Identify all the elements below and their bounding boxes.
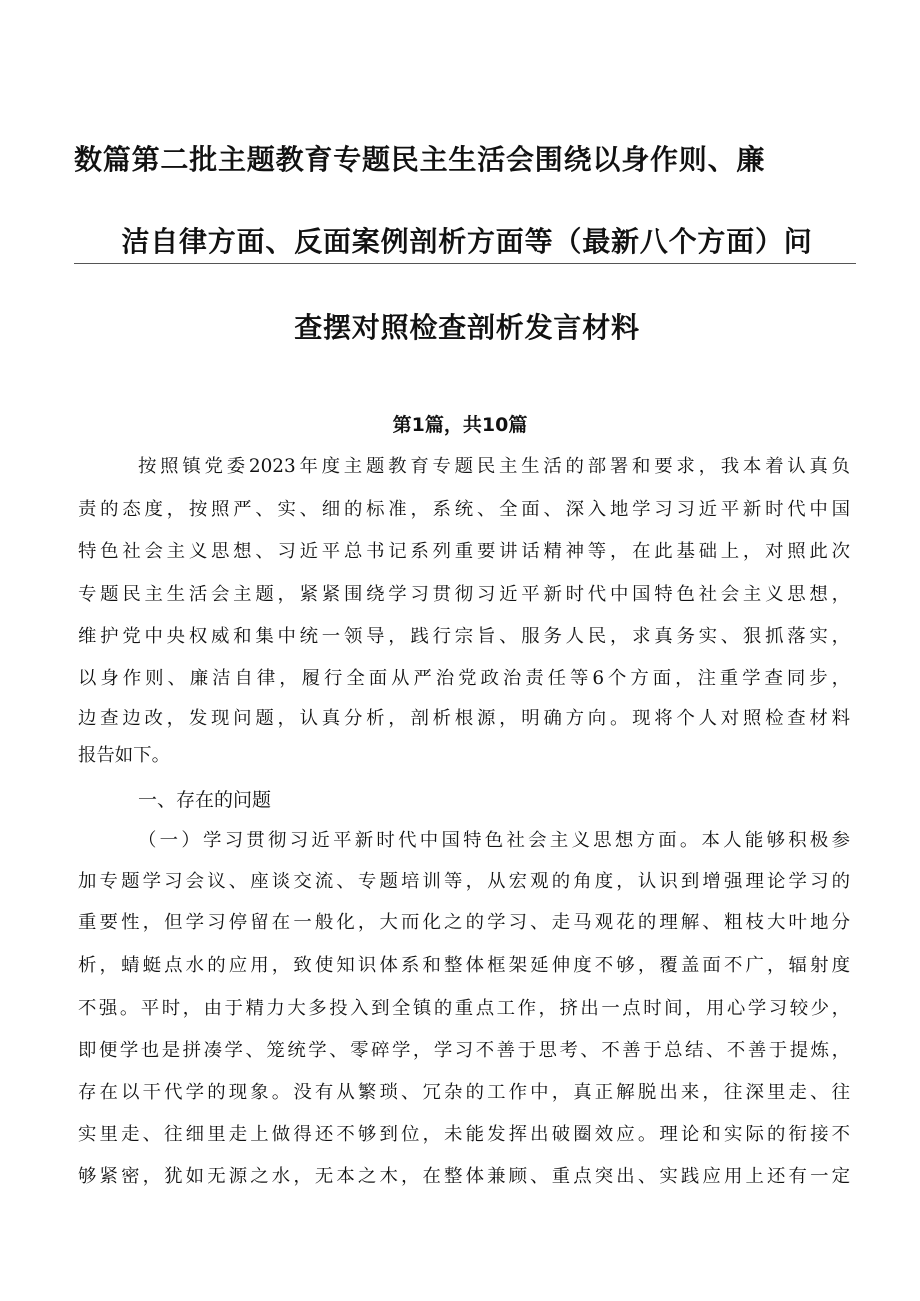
paragraph-line: 加专题学习会议、座谈交流、专题培训等，从宏观的角度，认识到增强理论学习的 <box>78 871 850 892</box>
paragraph-line: 责的态度，按照严、实、细的标准，系统、全面、深入地学习习近平新时代中国 <box>78 499 850 520</box>
paragraph-line: 析，蜻蜓点水的应用，致使知识体系和整体框架延伸度不够，覆盖面不广，辐射度 <box>78 955 850 976</box>
paragraph-line: 不强。平时，由于精力大多投入到全镇的重点工作，挤出一点时间，用心学习较少， <box>78 998 850 1019</box>
title-line-3: 查摆对照检查剖析发言材料 <box>294 311 640 344</box>
paragraph-line: 按照镇党委2023年度主题教育专题民主生活的部署和要求，我本着认真负 <box>138 456 850 477</box>
paragraph-line: 够紧密，犹如无源之水，无本之木，在整体兼顾、重点突出、实践应用上还有一定 <box>78 1166 850 1187</box>
paragraph-line: 即便学也是拼凑学、笼统学、零碎学，学习不善于思考、不善于总结、不善于提炼， <box>78 1040 850 1061</box>
paragraph-line: 以身作则、廉洁自律，履行全面从严治党政治责任等6个方面，注重学查同步， <box>78 668 850 689</box>
paragraph-line: 特色社会主义思想、习近平总书记系列重要讲话精神等，在此基础上，对照此次 <box>78 541 850 562</box>
title-line-2: 洁自律方面、反面案例剖析方面等（最新八个方面）问 <box>121 225 813 258</box>
paragraph-line: （一）学习贯彻习近平新时代中国特色社会主义思想方面。本人能够积极参 <box>138 830 850 851</box>
paragraph-line: 实里走、往细里走上做得还不够到位，未能发挥出破圈效应。理论和实际的衔接不 <box>78 1124 850 1145</box>
title-divider <box>74 263 856 264</box>
paragraph-line: 边查边改，发现问题，认真分析，剖析根源，明确方向。现将个人对照检查材料 <box>78 708 850 729</box>
title-line-1: 数篇第二批主题教育专题民主生活会围绕以身作则、廉 <box>74 143 766 176</box>
paragraph-line: 专题民主生活会主题，紧紧围绕学习贯彻习近平新时代中国特色社会主义思想， <box>78 584 850 605</box>
section-heading: 一、存在的问题 <box>138 789 272 811</box>
paragraph-line: 重要性，但学习停留在一般化，大而化之的学习、走马观花的理解、粗枝大叶地分 <box>78 912 850 933</box>
part-indicator: 第1篇，共10篇 <box>392 414 528 436</box>
paragraph-line: 维护党中央权威和集中统一领导，践行宗旨、服务人民，求真务实、狠抓落实， <box>78 626 850 647</box>
paragraph-line: 存在以干代学的现象。没有从繁琐、冗杂的工作中，真正解脱出来，往深里走、往 <box>78 1082 850 1103</box>
paragraph-line: 报告如下。 <box>78 745 170 766</box>
